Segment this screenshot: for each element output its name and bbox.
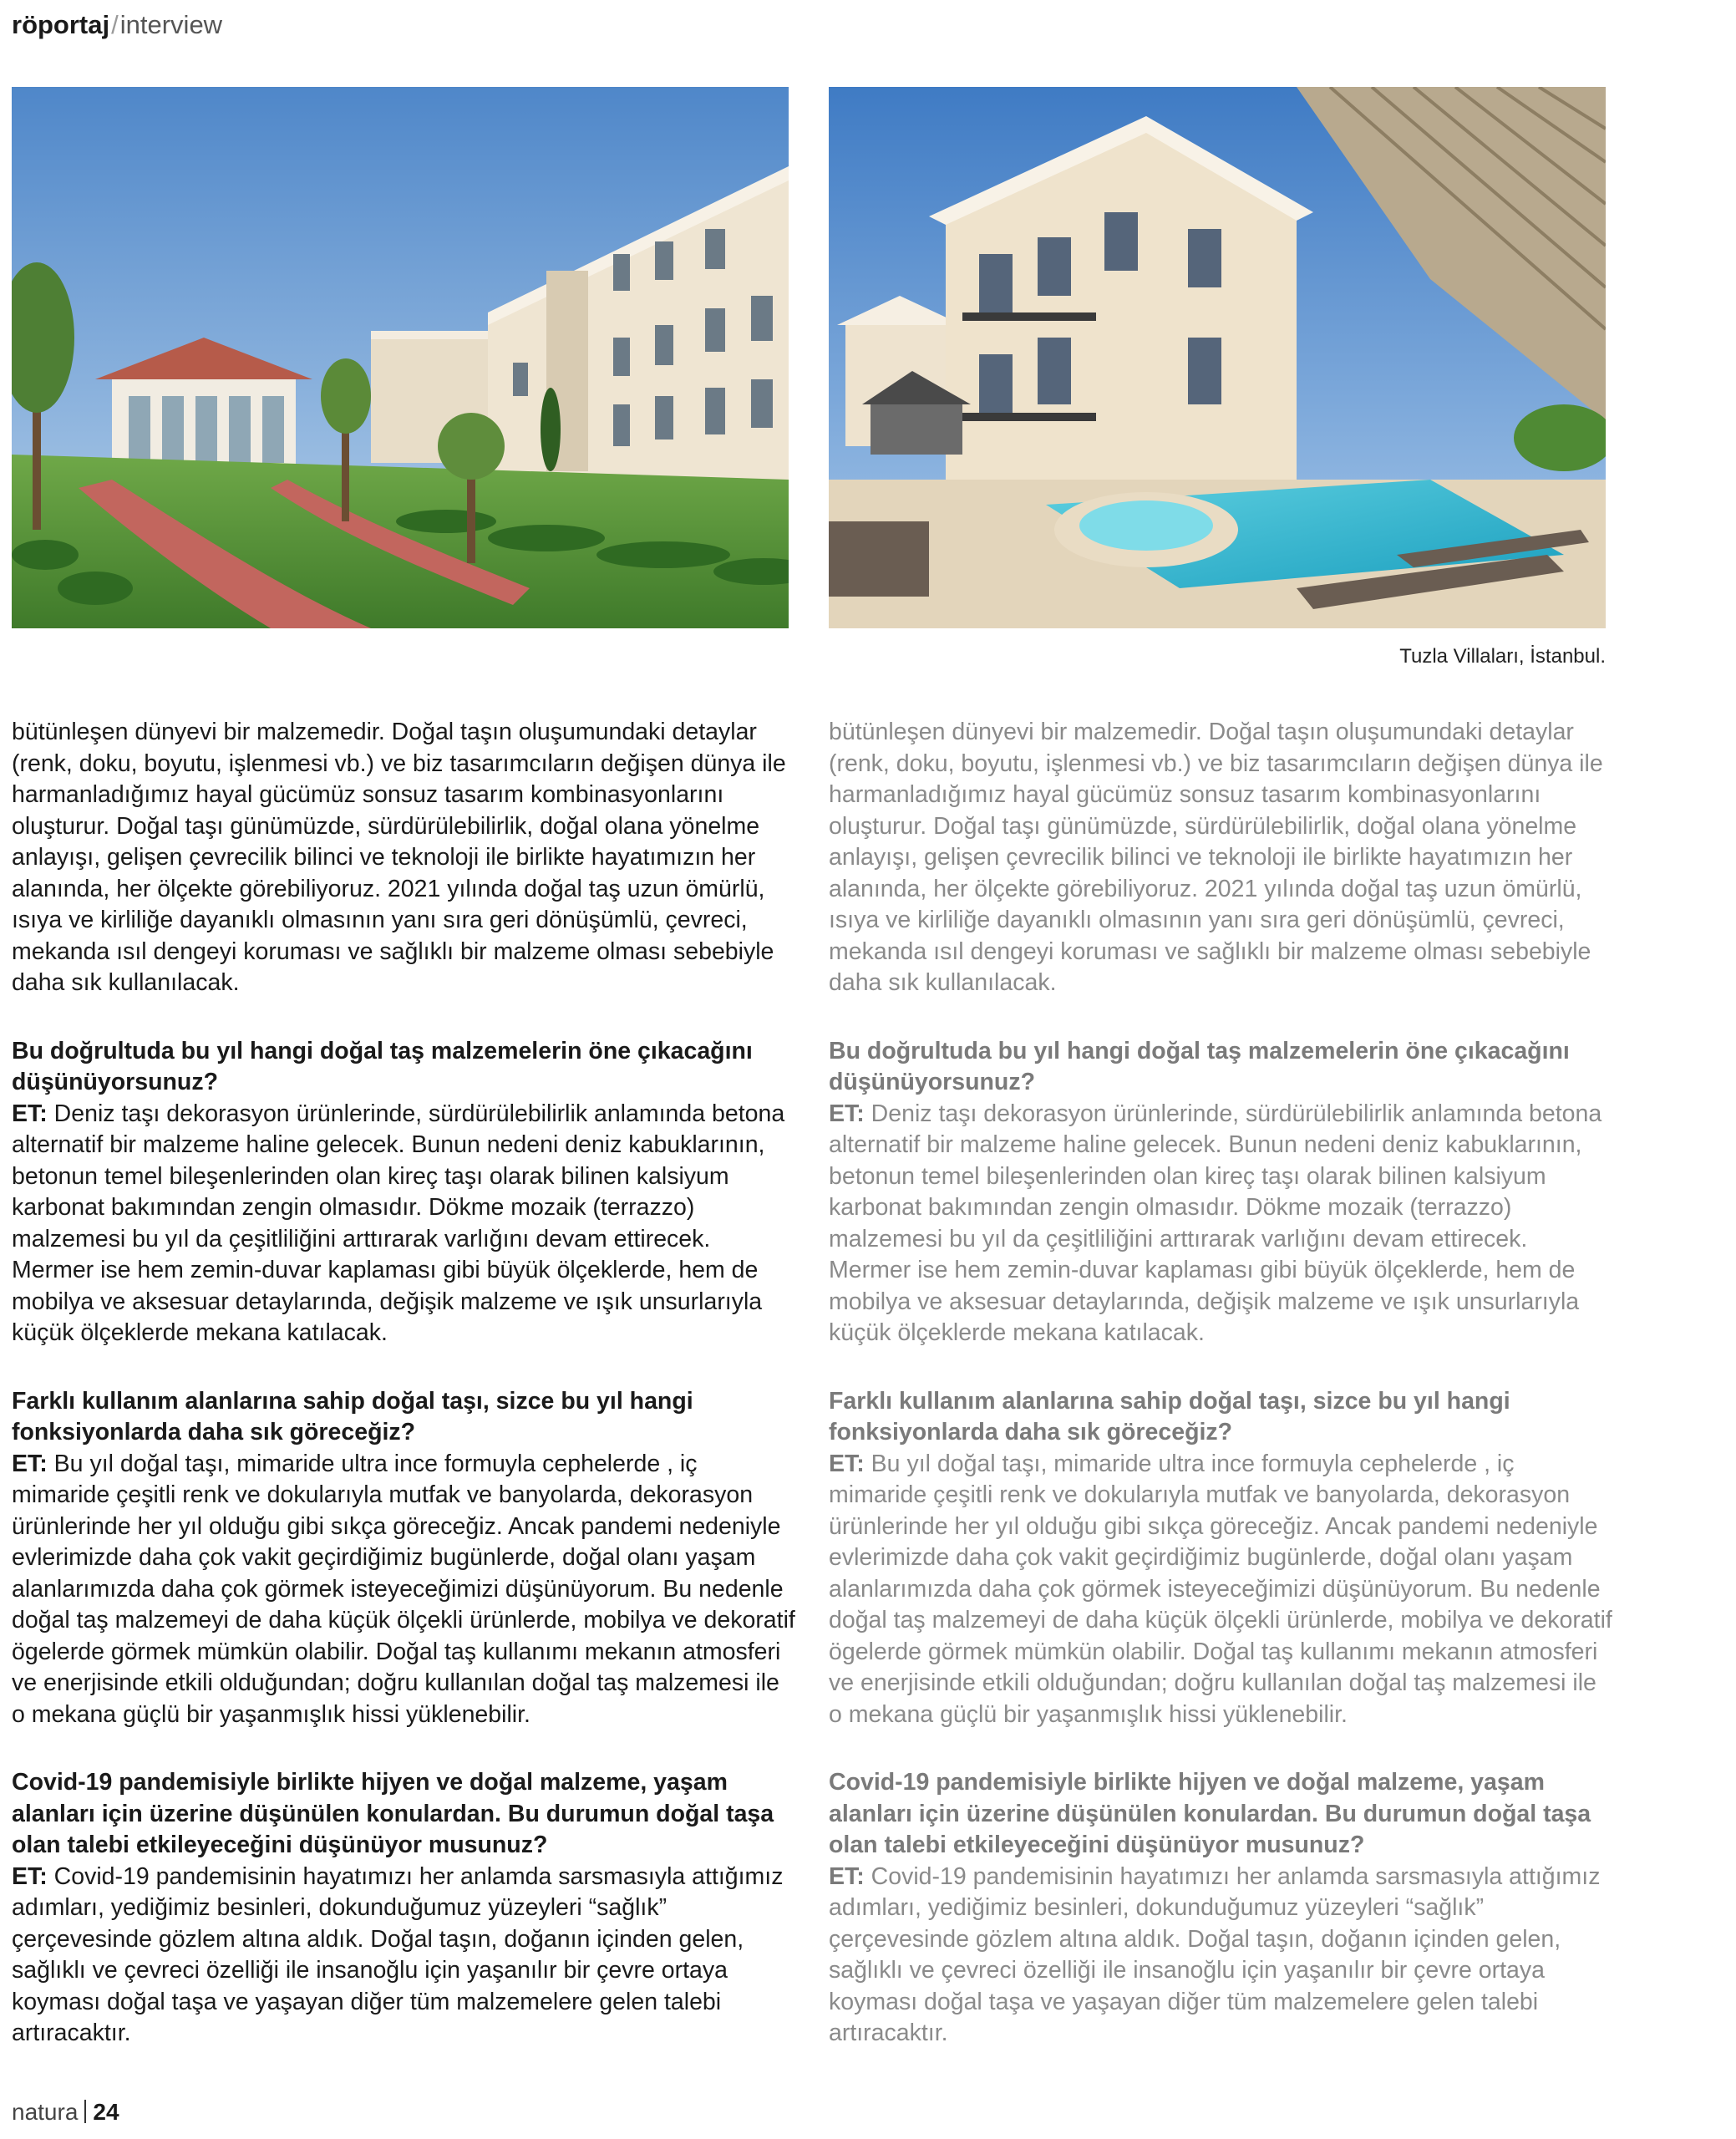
article-column-right	[829, 717, 1614, 2086]
qa-block-1-duplicate	[829, 1036, 1614, 1349]
answer-3-label: ET:	[12, 1862, 48, 1890]
section-header	[12, 8, 222, 42]
qa-block-3	[12, 1767, 797, 2050]
question-2: Farklı kullanım alanlarına sahip doğal taşı, sizce bu yıl hangi fonksiyonlarda daha sık göreceğiz?	[12, 1387, 693, 1445]
intro-paragraph	[12, 717, 797, 999]
answer-1-label: ET:	[12, 1100, 48, 1127]
qa-block-2	[12, 1386, 797, 1731]
answer-2-duplicate: Bu yıl doğal taşı, mimaride ultra ince formuyla cephelerde , iç mimaride çeşitli renk ve dokularıyla mutfak ve banyolarda, dekorasyon ürünlerinde her yıl olduğu gibi sıkça göreceğiz. Ancak pandemi nedeniyle evlerimizde daha çok vakit geçirdiğimiz bugünlerde, doğal olanı yaşam alanlarımızda daha çok görmek isteyeceğimizi düşünüyorum. Bu nedenle doğal taş malzemeyi de daha küçük ölçekli ürünlerde, mobilya ve dekoratif ögelerde görmek mümkün olabilir. Doğal taş kullanımı mekanın atmosferi ve enerjisinde etkili olduğundan; doğru kullanılan doğal taş malzemesi ile o mekana güçlü bir yaşanmışlık hissi yüklenebilir.	[829, 1450, 1612, 1728]
answer-1-label-duplicate: ET:	[829, 1100, 865, 1127]
page-footer	[12, 2097, 119, 2127]
qa-block-1	[12, 1036, 797, 1349]
answer-3: Covid-19 pandemisinin hayatımızı her anlamda sarsmasıyla attığımız adımları, yediğimiz besinleri, dokunduğumuz yüzeyleri “sağlık” çerçevesinde gözlem altına aldık. Doğal taşın, doğanın içinden gelen, sağlıklı ve çevreci özelliği ile insanoğlu için yaşanılır bir çevre ortaya koyması doğal taşa ve yaşayan diğer tüm malzemelere gelen talebi artıracaktır.	[12, 1862, 784, 2046]
question-3-duplicate: Covid-19 pandemisiyle birlikte hijyen ve doğal malzeme, yaşam alanları için üzerine düşünülen konulardan. Bu durumun doğal taşa olan talebi etkileyeceğini düşünüyor musunuz?	[829, 1769, 1591, 1858]
article-column-left	[12, 717, 797, 2086]
intro-text-duplicate: bütünleşen dünyevi bir malzemedir. Doğal taşın oluşumundaki detaylar (renk, doku, boyutu, işlenmesi vb.) ve biz tasarımcıların değişen dünya ile harmanladığımız hayal gücümüz sonsuz tasarım kombinasyonlarını oluşturur. Doğal taşı günümüzde, sürdürülebilirlik, doğal olana yönelme anlayışı, gelişen çevrecilik bilinci ve teknoloji ile birlikte hayatımızın her alanında, her ölçekte görebiliyoruz. 2021 yılında doğal taş uzun ömürlü, ısıya ve kirliliğe dayanıklı olmasının yanı sıra geri dönüşümlü, çevreci, mekanda ısıl dengeyi koruması ve sağlıklı bir malzeme olması sebebiyle daha sık kullanılacak.	[829, 719, 1603, 996]
intro-paragraph-duplicate	[829, 717, 1614, 999]
villa-garden-photo	[12, 87, 789, 628]
section-separator: /	[111, 10, 119, 39]
qa-block-2-duplicate	[829, 1386, 1614, 1731]
answer-2-label-duplicate: ET:	[829, 1450, 865, 1477]
magazine-name: natura	[12, 2099, 79, 2125]
answer-1: Deniz taşı dekorasyon ürünlerinde, sürdürülebilirlik anlamında betona alternatif bir malzeme haline gelecek. Bunun nedeni deniz kabuklarının, betonun temel bileşenlerinden olan kireç taşı olarak bilinen kalsiyum karbonat bakımından zengin olmasıdır. Dökme mozaik (terrazzo) malzemesi bu yıl da çeşitliliğini arttırarak varlığını devam ettirecek. Mermer ise hem zemin-duvar kaplaması gibi büyük ölçeklerde, hem de mobilya ve aksesuar detaylarında, değişik malzeme ve ışık unsurlarıyla küçük ölçeklerde mekana katılacak.	[12, 1100, 785, 1346]
answer-2-label: ET:	[12, 1450, 48, 1477]
answer-1-duplicate: Deniz taşı dekorasyon ürünlerinde, sürdürülebilirlik anlamında betona alternatif bir malzeme haline gelecek. Bunun nedeni deniz kabuklarının, betonun temel bileşenlerinden olan kireç taşı olarak bilinen kalsiyum karbonat bakımından zengin olmasıdır. Dökme mozaik (terrazzo) malzemesi bu yıl da çeşitliliğini arttırarak varlığını devam ettirecek. Mermer ise hem zemin-duvar kaplaması gibi büyük ölçeklerde, hem de mobilya ve aksesuar detaylarında, değişik malzeme ve ışık unsurlarıyla küçük ölçeklerde mekana katılacak.	[829, 1100, 1602, 1346]
page-number: 24	[93, 2099, 119, 2125]
intro-text: bütünleşen dünyevi bir malzemedir. Doğal taşın oluşumundaki detaylar (renk, doku, boyutu, işlenmesi vb.) ve biz tasarımcıların değişen dünya ile harmanladığımız hayal gücümüz sonsuz tasarım kombinasyonlarını oluşturur. Doğal taşı günümüzde, sürdürülebilirlik, doğal olana yönelme anlayışı, gelişen çevrecilik bilinci ve teknoloji ile birlikte hayatımızın her alanında, her ölçekte görebiliyoruz. 2021 yılında doğal taş uzun ömürlü, ısıya ve kirliliğe dayanıklı olmasının yanı sıra geri dönüşümlü, çevreci, mekanda ısıl dengeyi koruması ve sağlıklı bir malzeme olması sebebiyle daha sık kullanılacak.	[12, 719, 786, 996]
photo-caption: Tuzla Villaları, İstanbul.	[1399, 645, 1606, 668]
question-3: Covid-19 pandemisiyle birlikte hijyen ve doğal malzeme, yaşam alanları için üzerine düşünülen konulardan. Bu durumun doğal taşa olan talebi etkileyeceğini düşünüyor musunuz?	[12, 1769, 774, 1858]
section-title-en: interview	[119, 10, 223, 39]
answer-2: Bu yıl doğal taşı, mimaride ultra ince formuyla cephelerde , iç mimaride çeşitli renk ve dokularıyla mutfak ve banyolarda, dekorasyon ürünlerinde her yıl olduğu gibi sıkça göreceğiz. Ancak pandemi nedeniyle evlerimizde daha çok vakit geçirdiğimiz bugünlerde, doğal olanı yaşam alanlarımızda daha çok görmek isteyeceğimizi düşünüyorum. Bu nedenle doğal taş malzemeyi de daha küçük ölçekli ürünlerde, mobilya ve dekoratif ögelerde görmek mümkün olabilir. Doğal taş kullanımı mekanın atmosferi ve enerjisinde etkili olduğundan; doğru kullanılan doğal taş malzemesi ile o mekana güçlü bir yaşanmışlık hissi yüklenebilir.	[12, 1450, 795, 1728]
question-1: Bu doğrultuda bu yıl hangi doğal taş malzemelerin öne çıkacağını düşünüyorsunuz?	[12, 1037, 753, 1095]
section-title: röportaj	[12, 10, 110, 39]
answer-3-label-duplicate: ET:	[829, 1862, 865, 1890]
question-2-duplicate: Farklı kullanım alanlarına sahip doğal taşı, sizce bu yıl hangi fonksiyonlarda daha sık göreceğiz?	[829, 1387, 1510, 1445]
footer-divider	[84, 2100, 86, 2123]
question-1-duplicate: Bu doğrultuda bu yıl hangi doğal taş malzemelerin öne çıkacağını düşünüyorsunuz?	[829, 1037, 1570, 1095]
qa-block-3-duplicate	[829, 1767, 1614, 2050]
villa-pool-photo	[829, 87, 1606, 628]
answer-3-duplicate: Covid-19 pandemisinin hayatımızı her anlamda sarsmasıyla attığımız adımları, yediğimiz besinleri, dokunduğumuz yüzeyleri “sağlık” çerçevesinde gözlem altına aldık. Doğal taşın, doğanın içinden gelen, sağlıklı ve çevreci özelliği ile insanoğlu için yaşanılır bir çevre ortaya koyması doğal taşa ve yaşayan diğer tüm malzemelere gelen talebi artıracaktır.	[829, 1862, 1601, 2046]
